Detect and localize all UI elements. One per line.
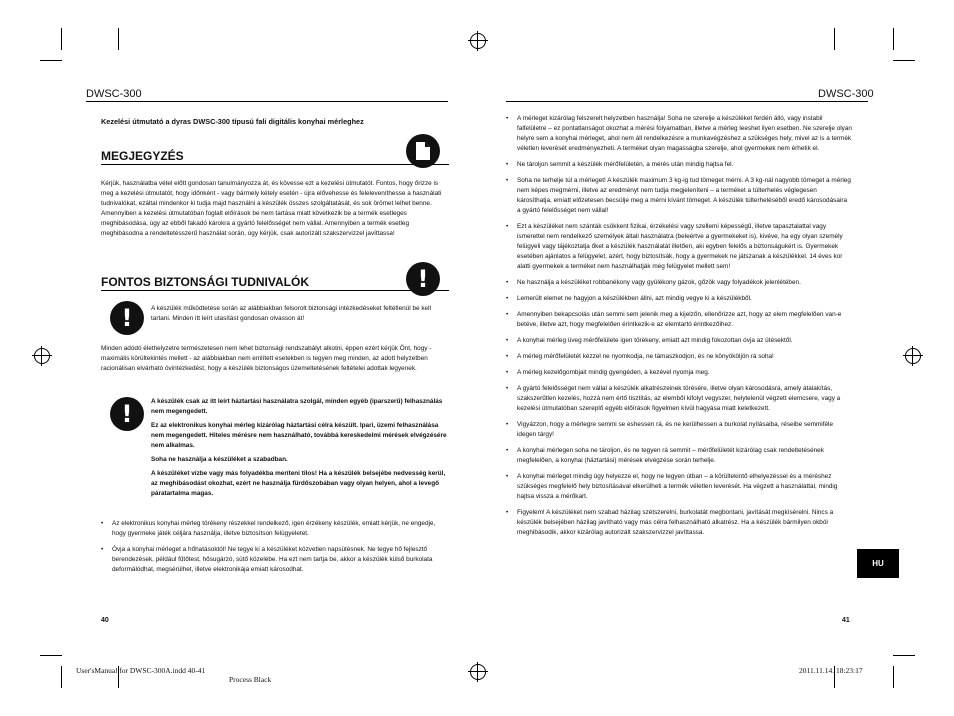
list-item: • A konyhai mérleget mindig úgy helyezze el, hogy ne legyen útban – a körültekintő elhelyezéssel és a méréshez szükséges megfelelő hely biztosításával elkerülheti a termék véletlen leverését. Ha végzett a használattal, mindig hajtsa vissza a mérőkart.	[506, 472, 852, 502]
section-title-note: MEGJEGYZÉS	[101, 149, 184, 163]
header-rule	[86, 101, 448, 102]
exclamation-icon: !	[110, 397, 144, 431]
list-item: • Óvja a konyhai mérleget a hőhatásoktól! Ne tegye ki a készüléket közvetlen napsütésnek. Ne tegye hő fejlesztő berendezések, például fűtőtest, hősugárzó, sütő közelébe. Ha ezt nem tartja be, akkor a készülék külső burkolata deformálódhat, megsérülhet, illetve elektronikája emiatt károsodhat.	[101, 545, 447, 575]
list-item: • A gyártó felelősséget nem vállal a készülék alkatrészeinek törésére, illetve olyan károsodásra, amely átalakítás, szakszerűtlen kezelés, hozzá nem értő tisztítás, az elemből kifolyt vegyszer, helytelenül végzett elemcsere, vagy a kezelési útmutatóban szereplő egyéb előírások figyelmen kívül hagyása miatt keletkezett.	[506, 384, 852, 414]
list-item: • A mérleg kezelőgombjait mindig gyengéden, a kezével nyomja meg.	[506, 368, 852, 378]
registration-mark-icon	[470, 33, 486, 49]
left-header-model: DWSC-300	[86, 88, 142, 100]
list-item: • Ezt a készüléket nem szánták csökkent fizikai, érzékelési vagy szellemi képességű, illetve tapasztalattal vagy ismerettel nem rendelkező személyek általi használatra (beleértve a gyermekeket is), kivéve, ha egy olyan személy felügyeli vagy tájékoztatja őket a készülék használatát illetően, aki egyben felelős a biztonságukért is. Gyermekek esetében ajánlatos a felügyelet, azért, hogy biztosítsák, hogy a gyermekek ne játszanak a készülékkel. 14 éves kor alatti gyermekek a terméket nem használhatják még felügyelet mellett sem!	[506, 222, 852, 272]
crop-mark	[40, 60, 62, 61]
crop-mark	[834, 28, 835, 50]
document-icon	[406, 134, 440, 168]
note-paragraph: Kérjük, használatba vétel előtt gondosan tanulmányozza át, és kövesse ezt a kezelési útmutatót. Fontos, hogy őrizze is meg a kezelési útmutatót, hogy időnként - vagy bármely kétely esetén - újra elővehesse és feleleveníthesse a használati tudnivalókat, ezáltal mindenkor ki tudja majd használni a készülék összes szolgáltatását, és sok örömet lelhet benne. Amennyiben a kezelési útmutatóban foglalt előírások be nem tartása miatt következik be a termék esetleges meghibásodása, úgy az ebből fakadó károkra a gyártó felelősséget nem vállal. Amennyiben a termék esetleg meghibásodna a rendeltetésszerű használat során, úgy kérjük, csak autorizált szakszervizzel javíttassa!	[101, 180, 442, 237]
safety-paragraph: Minden adódó élethelyzetre természetesen nem lehet biztonsági rendszabályt alkotni, éppen ezért kérjük Önt, hogy - maximális körültekintés mellett - az alábbiakban nem említett esetekben is tegyen meg minden, az adott helyzetben racionálisan elvárható óvintézkedést, hogy a készülék biztonságos üzemeltetésének feltételei adottak legyenek.	[101, 345, 432, 372]
exclamation-icon: !	[110, 301, 144, 335]
intro-title: Kezelési útmutató a dyras DWSC-300 típusú fali digitális konyhai mérleghez	[101, 117, 364, 126]
crop-mark	[893, 666, 894, 688]
crop-mark	[61, 666, 62, 688]
list-item: • Ne tároljon semmit a készülék mérőfelületén, a mérés után mindig hajtsa fel.	[506, 160, 852, 170]
list-item: • Az elektronikus konyhai mérleg törékeny részekkel rendelkező, igen érzékeny készülék, emiatt kérjük, ne engedje, hogy gyermeke játék céljára használja, illetve biztosítson felügyeletet.	[101, 519, 447, 539]
list-item: • Figyelem! A készüléket nem szabad házilag szétszerelni, burkolatát megbontani, javítását megkísérelni. Nincs a készülék belsejében házilag javítható vagy más célra felhasználható alkatrész. Ha a készülék bármilyen okból meghibásodik, akkor kizárólag autorizált szakszervizzel javíttassa.	[506, 508, 852, 538]
registration-mark-icon	[34, 348, 50, 364]
page-number-left: 40	[101, 617, 109, 624]
footer-process: Process Black	[229, 675, 272, 684]
list-item: • A konyhai mérlegen soha ne tároljon, és ne tegyen rá semmit – mérőfelületét kizárólag csak rendeltetésének megfelelően, a konyhai (háztartási) mérések elvégzése során terhelje.	[506, 446, 852, 466]
crop-mark	[61, 28, 62, 50]
list-item: • A konyhai mérleg üveg mérőfelülete igen törékeny, emiatt azt mindig fokozottan óvja az ütésektől.	[506, 336, 852, 346]
registration-mark-icon	[470, 664, 486, 680]
list-item: • A mérleget kizárólag felszerelt helyzetben használja! Soha ne szerelje a készüléket ferdén álló, vagy instabil falfelületre – ez pontatlanságot okozhat a mérési folyamatban, illetve a mérleg leeshet ilyen esetben. Ne szerelje olyan helyre sem a konyhai mérleget, ahol nem áll rendelkezésre a munkavégzéshez a szükséges hely, mivel az is a termék véletlen leverését eredményezheti. A terméket olyan magasságba szerelje, ahol gyermekek nem érhetik el.	[506, 114, 852, 154]
crop-mark	[893, 60, 915, 61]
section-title-safety: FONTOS BIZTONSÁGI TUDNIVALÓK	[101, 275, 310, 289]
crop-mark	[40, 655, 62, 656]
list-item: • Soha ne terhelje túl a mérleget! A készülék maximum 3 kg-ig tud tömeget mérni. A 3 kg-nál nagyobb tömeget a mérleg nem képes megmérni, illetve az eredményt nem tudja megjeleníteni – a terméket a túlterhelés véglegesen károsíthatja, emiatt előzetesen becsülje meg a mérni kívánt tömeget. A készülék túlterheléséből eredő károsodásaira a gyártó felelősséget nem vállal!	[506, 176, 852, 216]
list-item: • Ne használja a készüléket robbanékony vagy gyúlékony gázok, gőzök vagy folyadékok jelenlétében.	[506, 278, 852, 288]
language-tab: HU	[857, 549, 899, 578]
exclamation-icon: !	[406, 262, 440, 296]
list-item: • Vigyázzon, hogy a mérlegre semmi se eshessen rá, és ne kerülhessen a burkolat nyílásaiba, réseibe semmiféle idegen tárgy!	[506, 420, 852, 440]
crop-mark	[118, 28, 119, 50]
header-rule	[506, 101, 868, 102]
footer-timestamp: 2011.11.14. 18:23:17	[799, 666, 863, 675]
footer-filename: User'sManual for DWSC-300A.indd 40-41	[76, 666, 206, 675]
section-rule	[101, 164, 449, 165]
right-bullet-list	[506, 114, 852, 544]
list-item: • Lemerült elemet ne hagyjon a készülékben állni, azt mindig vegye ki a készülékből.	[506, 294, 852, 304]
left-bullet-list	[101, 519, 447, 581]
warning-line: A készüléket vízbe vagy más folyadékba meríteni tilos! Ha a készülék belsejébe nedvesség kerül, az meghibásodást okozhat, ezért ne használja fürdőszobában vagy olyan helyen, ahol a levegő páratartalma magas.	[151, 470, 446, 497]
warning-block-2	[151, 397, 447, 499]
warning-line: Soha ne használja a készüléket a szabadban.	[151, 456, 288, 463]
crop-mark	[893, 655, 915, 656]
page-number-right: 41	[842, 617, 850, 624]
warning-line: A készülék csak az itt leírt háztartási használatra szolgál, minden egyéb (iparszerű) felhasználás nem megengedett.	[151, 398, 443, 415]
registration-mark-icon	[905, 348, 921, 364]
list-item: • A mérleg mérőfelületét kézzel ne nyomkodja, ne támaszkodjon, és ne könyököljön rá soha!	[506, 352, 852, 362]
right-header-model: DWSC-300	[818, 88, 874, 100]
crop-mark	[893, 28, 894, 50]
warning-line: Ez az elektronikus konyhai mérleg kizárólag háztartási célra készült. Ipari, üzemi felhasználása nem megengedett. Hiteles mérésre nem használható, továbbá kereskedelmi mérések elvégzésére nem alkalmas.	[151, 422, 447, 449]
section-rule	[101, 290, 449, 291]
warning-text-1: A készülék működtetése során az alábbiakban felsorolt biztonsági intézkedéseket feltétlenül be kell tartani. Minden itt leírt utasítást gondosan olvasson át!	[151, 305, 431, 322]
list-item: • Amennyiben bekapcsolás után semmi sem jelenik meg a kijelzőn, ellenőrizze azt, hogy az elem megfelelően van-e betéve, illetve azt, hogy megfelelően érintkezik-e az elemtartó érintkezőihez.	[506, 310, 852, 330]
